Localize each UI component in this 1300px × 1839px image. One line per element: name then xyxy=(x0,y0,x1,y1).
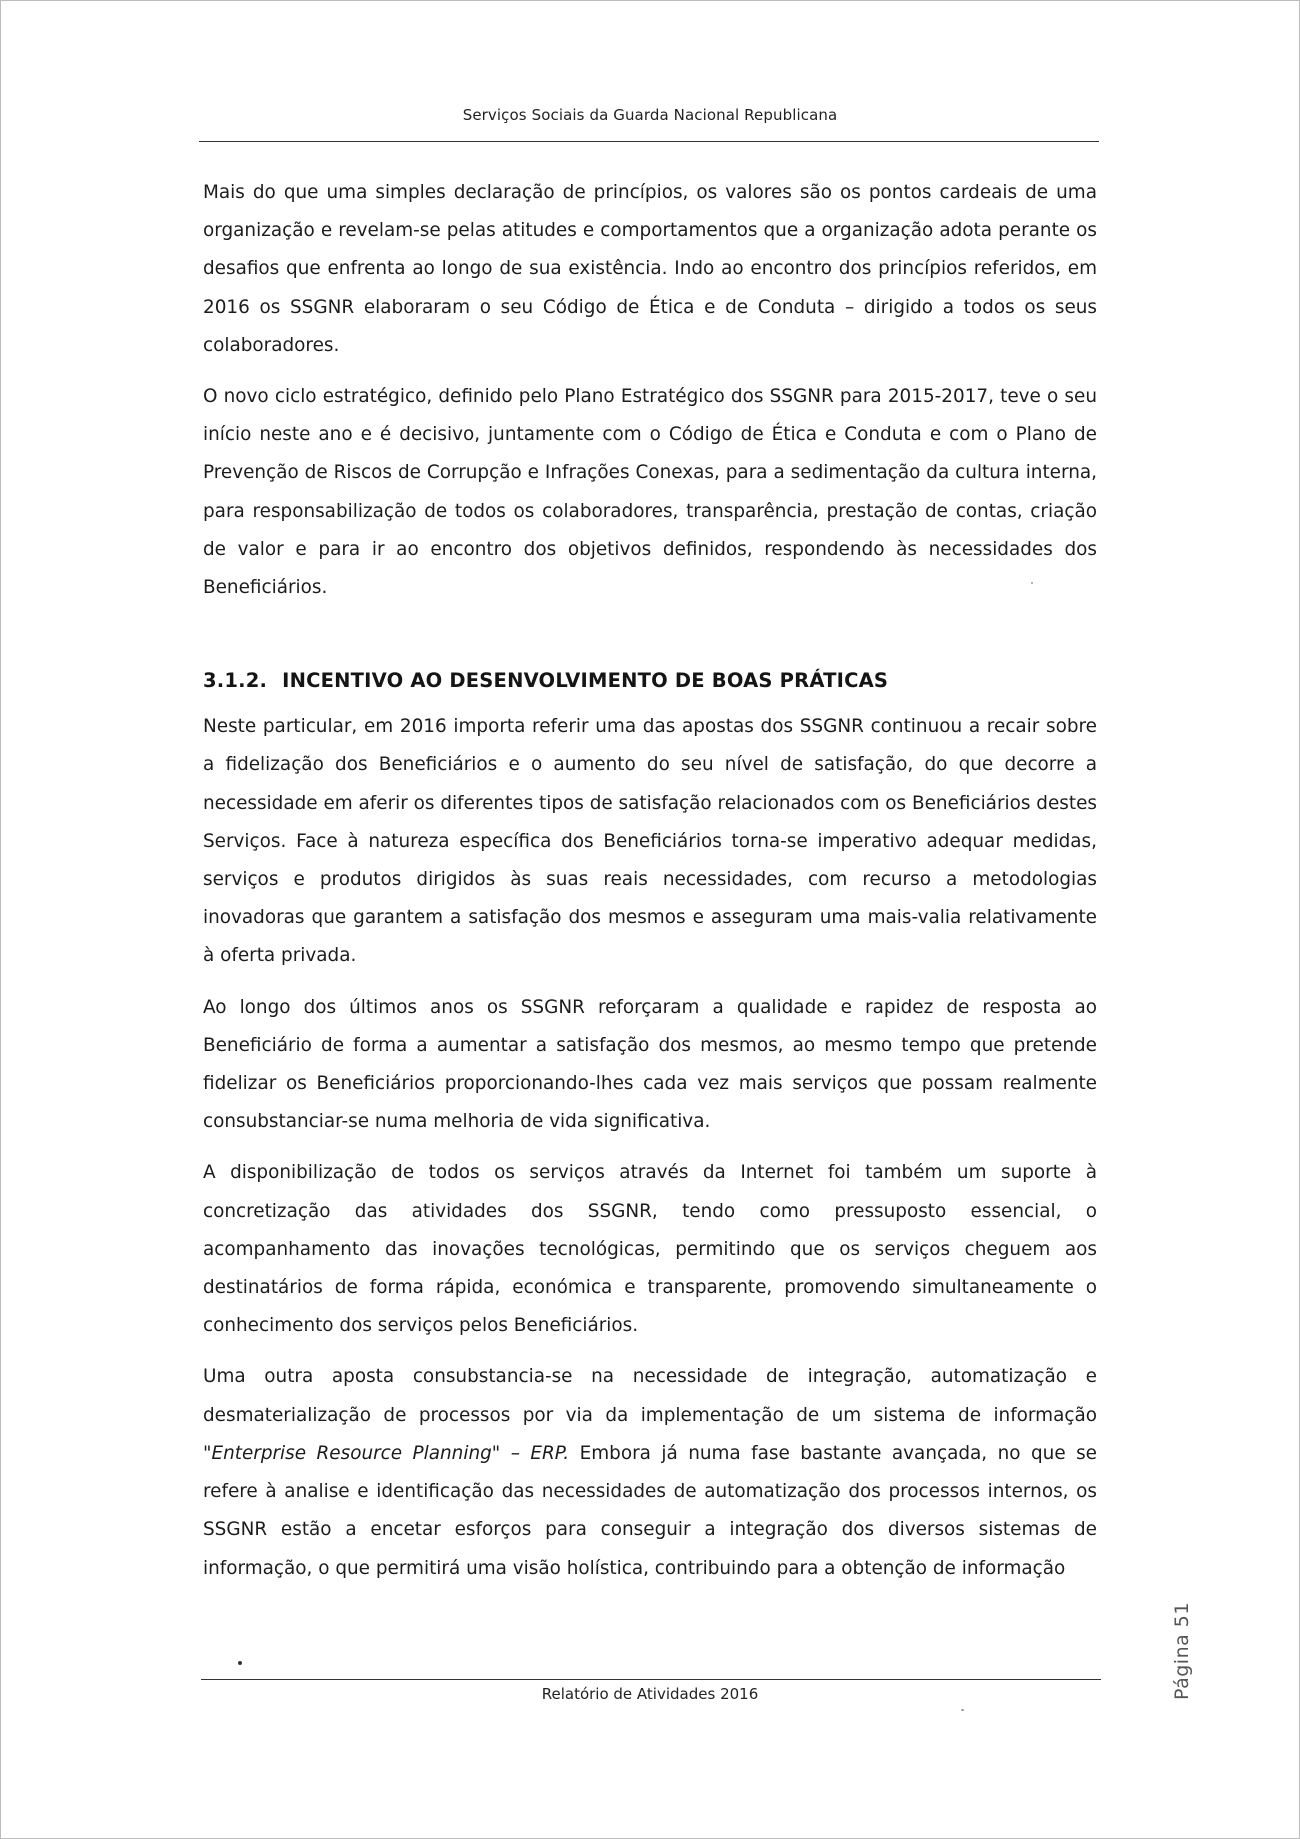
section-number: 3.1.2. xyxy=(203,669,268,693)
paragraph-values: Mais do que uma simples declaração de princípios, os valores são os pontos cardeais de uma organização e revelam-se pelas atitudes e comportamentos que a organização adota perante os desafios que enfrenta ao longo de sua existência. Indo ao encontro dos princípios referidos, em 2016 os SSGNR elaboraram o seu Código de Ética e de Conduta – dirigido a todos os seus colaboradores. xyxy=(203,182,1097,356)
paragraph-erp-end: Embora já numa fase bastante avançada, no que se refere à analise e identificação das necessidades de automatização dos processos internos, os SSGNR estão a encetar esforços para conseguir a integração dos diversos sistemas de informação, o que permitirá uma visão holística, contribuindo para a obtenção de informação xyxy=(203,1442,1097,1579)
page-body xyxy=(203,174,1097,1601)
paragraph-erp-italic: "Enterprise Resource Planning" – ERP. xyxy=(203,1442,570,1464)
footer-divider xyxy=(201,1679,1101,1680)
scan-speck xyxy=(1031,582,1033,584)
paragraph-erp-start: Uma outra aposta consubstancia-se na necessidade de integração, automatização e desmaterialização de processos por via da implementação de um sistema de informação xyxy=(203,1366,1097,1426)
paragraph-fidelization: Neste particular, em 2016 importa referir uma das apostas dos SSGNR continuou a recair sobre a fidelização dos Beneficiários e o aumento do seu nível de satisfação, do que decorre a necessidade em aferir os diferentes tipos de satisfação relacionados com os Beneficiários destes Serviços. Face à natureza específica dos Beneficiários torna-se imperativo adequar medidas, serviços e produtos dirigidos às suas reais necessidades, com recurso a metodologias inovadoras que garantem a satisfação dos mesmos e asseguram uma mais-valia relativamente à oferta privada. xyxy=(203,716,1097,967)
paragraph-strategic-cycle: O novo ciclo estratégico, definido pelo Plano Estratégico dos SSGNR para 2015-2017, teve o seu início neste ano e é decisivo, juntamente com o Código de Ética e Conduta e com o Plano de Prevenção de Riscos de Corrupção e Infrações Conexas, para a sedimentação da cultura interna, para responsabilização de todos os colaboradores, transparência, prestação de contas, criação de valor e para ir ao encontro dos objetivos definidos, respondendo às necessidades dos Beneficiários. xyxy=(203,386,1097,599)
paragraph-response-quality: Ao longo dos últimos anos os SSGNR reforçaram a qualidade e rapidez de resposta ao Beneficiário de forma a aumentar a satisfação dos mesmos, ao mesmo tempo que pretende fidelizar os Beneficiários proporcionando-lhes cada vez mais serviços que possam realmente consubstanciar-se numa melhoria de vida significativa. xyxy=(203,996,1097,1133)
header-divider xyxy=(199,141,1099,142)
running-header: Serviços Sociais da Guarda Nacional Republicana xyxy=(462,106,838,124)
section-heading xyxy=(203,661,1097,701)
paragraph-internet-services: A disponibilização de todos os serviços através da Internet foi também um suporte à concretização das atividades dos SSGNR, tendo como pressuposto essencial, o acompanhamento das inovações tecnológicas, permitindo que os serviços cheguem aos destinatários de forma rápida, económica e transparente, promovendo simultaneamente o conhecimento dos serviços pelos Beneficiários. xyxy=(203,1162,1097,1337)
running-footer: Relatório de Atividades 2016 xyxy=(541,1685,759,1703)
scan-speck xyxy=(238,1661,242,1665)
page-number-label: Página 51 xyxy=(1171,1602,1193,1700)
section-title: INCENTIVO AO DESENVOLVIMENTO DE BOAS PRÁTICAS xyxy=(282,669,889,693)
page-number-vertical xyxy=(1167,1602,1197,1700)
scan-speck xyxy=(961,1709,964,1711)
paragraph-erp xyxy=(203,1358,1097,1587)
